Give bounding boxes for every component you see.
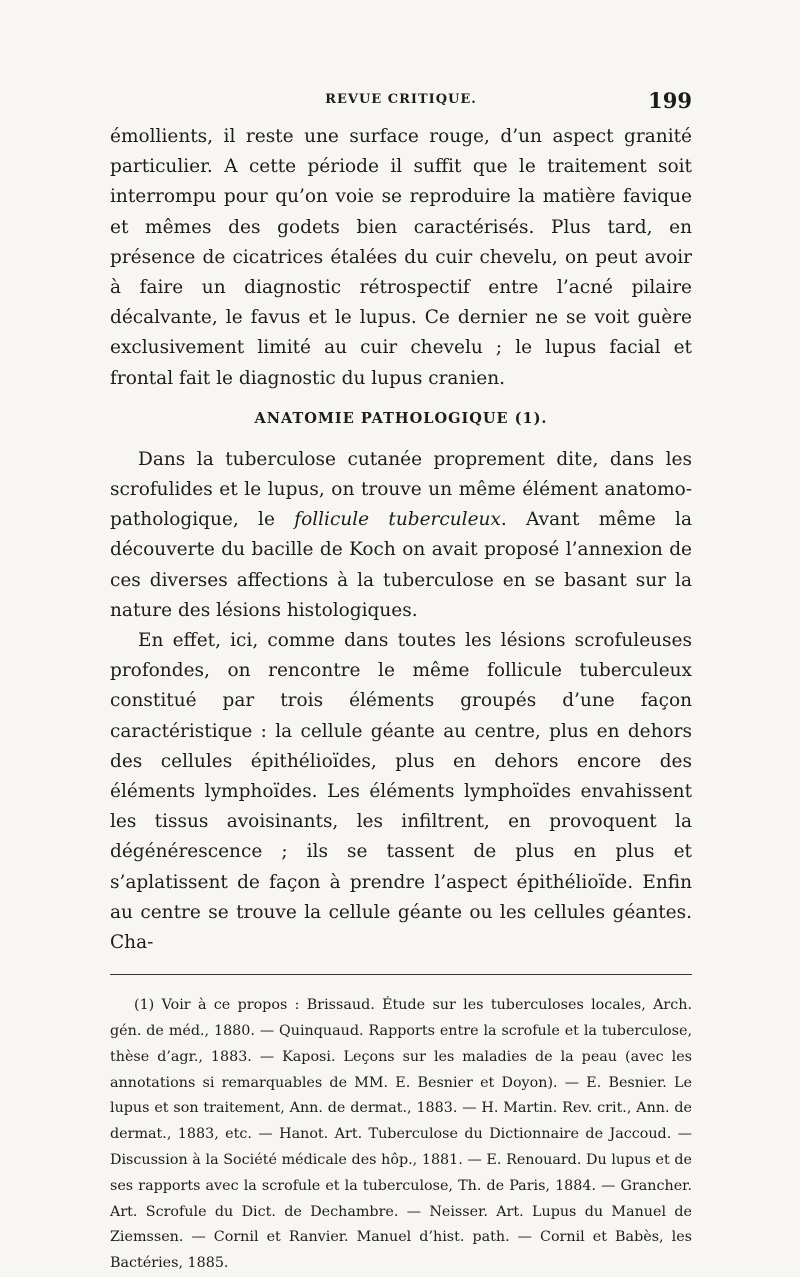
paragraph-tuberculose [110, 445, 692, 626]
page [110, 88, 692, 1277]
paragraph-follicule: En effet, ici, comme dans toutes les lésions scrofuleuses profondes, on rencontre le même follicule tuberculeux constitué par trois éléments groupés d’une façon caractéristique : la cellule géante au centre, plus en dehors des cellules épithélioïdes, plus en dehors encore des éléments lymphoïdes. Les éléments lymphoïdes envahissent les tissus avoisinants, les infiltrent, en provoquent la dégénérescence ; ils se tassent de plus en plus et s’aplatissent de façon à prendre l’aspect épithélioïde. Enfin au centre se trouve la cellule géante ou les cellules géantes. Cha- [110, 630, 692, 954]
section-title [110, 410, 692, 427]
footnote-divider [110, 974, 692, 975]
section-title-text: ANATOMIE PATHOLOGIQUE [254, 409, 509, 427]
page-header [110, 88, 692, 118]
footnote-reference: (1). [514, 409, 548, 427]
paragraph-text: Dans la tuberculose cutanée proprement dite, dans les scrofulides et le lupus, on trouve un même élément anatomo-pathologique, le [110, 448, 692, 531]
paragraph-continuation: émollients, il reste une surface rouge, d’un aspect granité particulier. A cette période il suffit que le traitement soit interrompu pour qu’on voie se reproduire la matière favique et mêmes des godets bien caractérisés. Plus tard, en présence de cicatrices étalées du cuir chevelu, on peut avoir à faire un diagnostic rétrospectif entre l’acné pilaire décalvante, le favus et le lupus. Ce dernier ne se voit guère exclusivement limité au cuir chevelu ; le lupus facial et frontal fait le diagnostic du lupus cranien. [110, 126, 692, 389]
italic-term: follicule tuberculeux [294, 509, 501, 531]
paragraph-text: . Avant même la découverte du bacille de Koch on avait proposé l’annexion de ces diverses affections à la tuberculose en se basant sur la nature des lésions histologiques. [110, 509, 693, 621]
footnote: (1) Voir à ce propos : Brissaud. Étude sur les tuberculoses locales, Arch. gén. de méd., 1880. — Quinquaud. Rapports entre la scrofule et la tuberculose, thèse d’agr., 1883. — Kaposi. Leçons sur les maladies de la peau (avec les annotations si remarquables de MM. E. Besnier et Doyon). — E. Besnier. Le lupus et son traitement, Ann. de dermat., 1883. — H. Martin. Rev. crit., Ann. de dermat., 1883, etc. — Hanot. Art. Tuberculose du Dictionnaire de Jaccoud. — Discussion à la Société médicale des hôp., 1881. — E. Renouard. Du lupus et de ses rapports avec la scrofule et la tuberculose, Th. de Paris, 1884. — Grancher. Art. Scrofule du Dict. de Dechambre. — Neisser. Art. Lupus du Manuel de Ziemssen. — Cornil et Ranvier. Manuel d’hist. path. — Cornil et Babès, les Bactéries, 1885. [110, 997, 692, 1272]
running-head: REVUE CRITIQUE. [325, 92, 477, 107]
page-number: 199 [648, 88, 692, 113]
